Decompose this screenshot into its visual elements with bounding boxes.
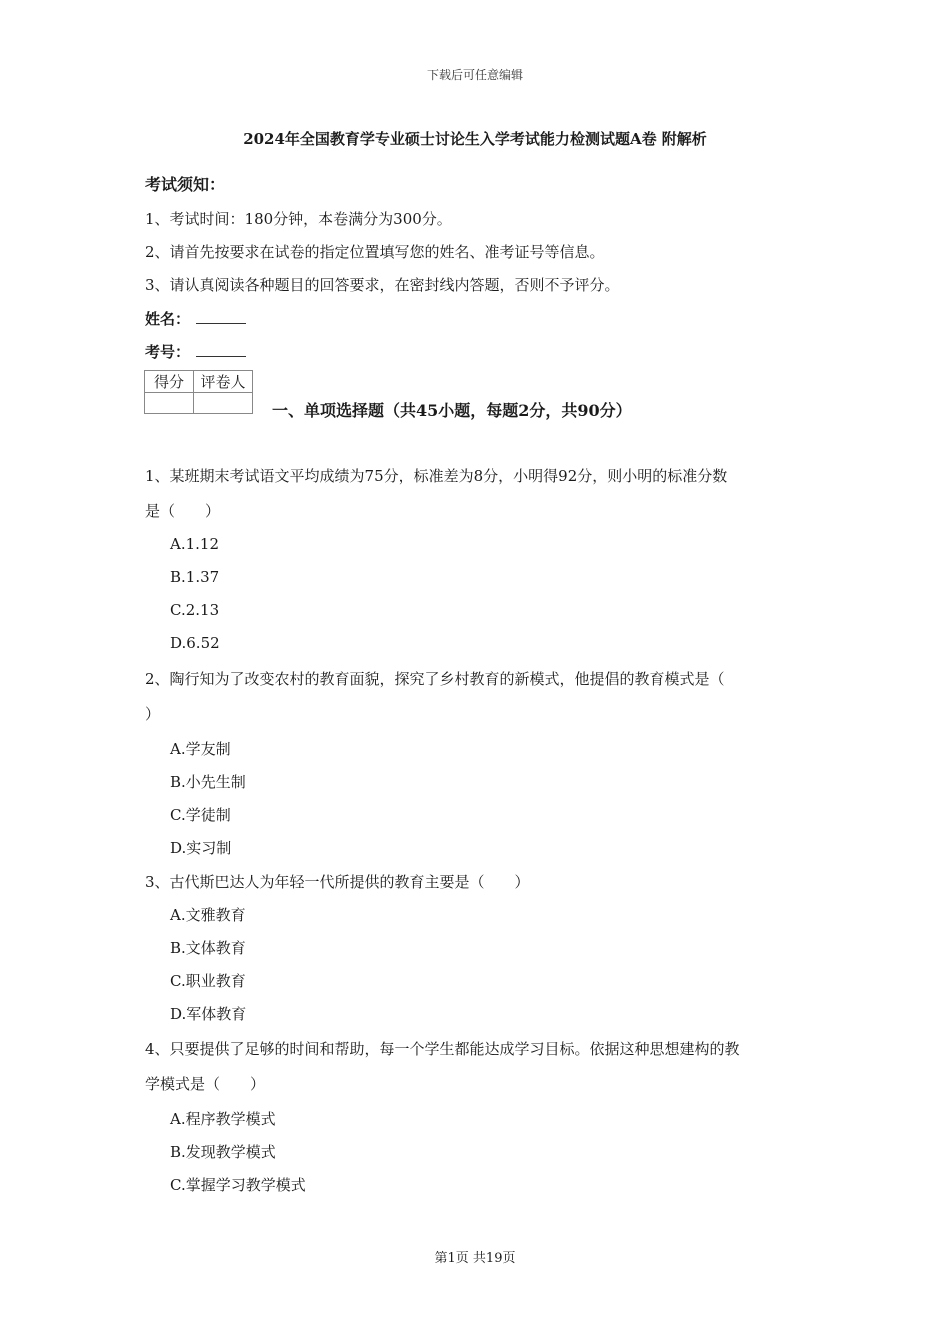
question-1-option-c: C.2.13 [170, 601, 220, 619]
document-title: 2024年全国教育学专业硕士讨论生入学考试能力检测试题A卷 附解析 [243, 130, 707, 148]
grader-cell[interactable] [194, 393, 253, 414]
question-3-option-b: B.文体教育 [170, 939, 246, 957]
question-1-option-d: D.6.52 [170, 634, 220, 652]
question-2-text-cont: ） [145, 705, 161, 723]
question-4-option-c: C.掌握学习教学模式 [170, 1176, 306, 1194]
question-2-option-d: D.实习制 [170, 839, 232, 857]
question-4-option-b: B.发现教学模式 [170, 1143, 276, 1161]
question-3-option-a: A.文雅教育 [170, 906, 246, 924]
question-4-text: 4、只要提供了足够的时间和帮助，每一个学生都能达成学习目标。依据这种思想建构的教 [145, 1040, 740, 1058]
notice-item-1: 1、考试时间：180分钟，本卷满分为300分。 [145, 210, 452, 228]
score-cell[interactable] [145, 393, 194, 414]
id-blank[interactable] [196, 342, 246, 357]
question-1-text-cont: 是（ ） [145, 502, 221, 520]
question-1-text: 1、某班期末考试语文平均成绩为75分，标准差为8分，小明得92分，则小明的标准分数 [145, 467, 728, 485]
question-2-option-b: B.小先生制 [170, 773, 246, 791]
question-3-option-c: C.职业教育 [170, 972, 246, 990]
name-field [145, 308, 246, 329]
question-1-option-a: A.1.12 [170, 535, 219, 553]
question-2-option-c: C.学徒制 [170, 806, 231, 824]
name-label: 姓名： [145, 310, 191, 328]
notice-heading: 考试须知： [145, 175, 226, 194]
name-blank[interactable] [196, 309, 246, 324]
question-2-option-a: A.学友制 [170, 740, 231, 758]
page-footer: 第1页 共19页 [434, 1251, 516, 1266]
score-header: 得分 [145, 371, 194, 393]
question-4-option-a: A.程序教学模式 [170, 1110, 276, 1128]
id-label: 考号： [145, 343, 191, 361]
section-title: 一、单项选择题（共45小题，每题2分，共90分） [272, 401, 632, 420]
notice-item-2: 2、请首先按要求在试卷的指定位置填写您的姓名、准考证号等信息。 [145, 243, 605, 261]
question-3-option-d: D.军体教育 [170, 1005, 247, 1023]
question-2-text: 2、陶行知为了改变农村的教育面貌，探究了乡村教育的新模式，他提倡的教育模式是（ [145, 670, 725, 688]
notice-item-3: 3、请认真阅读各种题目的回答要求，在密封线内答题，否则不予评分。 [145, 276, 620, 294]
grader-header: 评卷人 [194, 371, 253, 393]
question-1-option-b: B.1.37 [170, 568, 220, 586]
id-field [145, 341, 246, 362]
score-table [144, 370, 253, 414]
question-3-text: 3、古代斯巴达人为年轻一代所提供的教育主要是（ ） [145, 873, 530, 891]
question-4-text-cont: 学模式是（ ） [145, 1075, 266, 1093]
header-note: 下载后可任意编辑 [426, 68, 523, 82]
